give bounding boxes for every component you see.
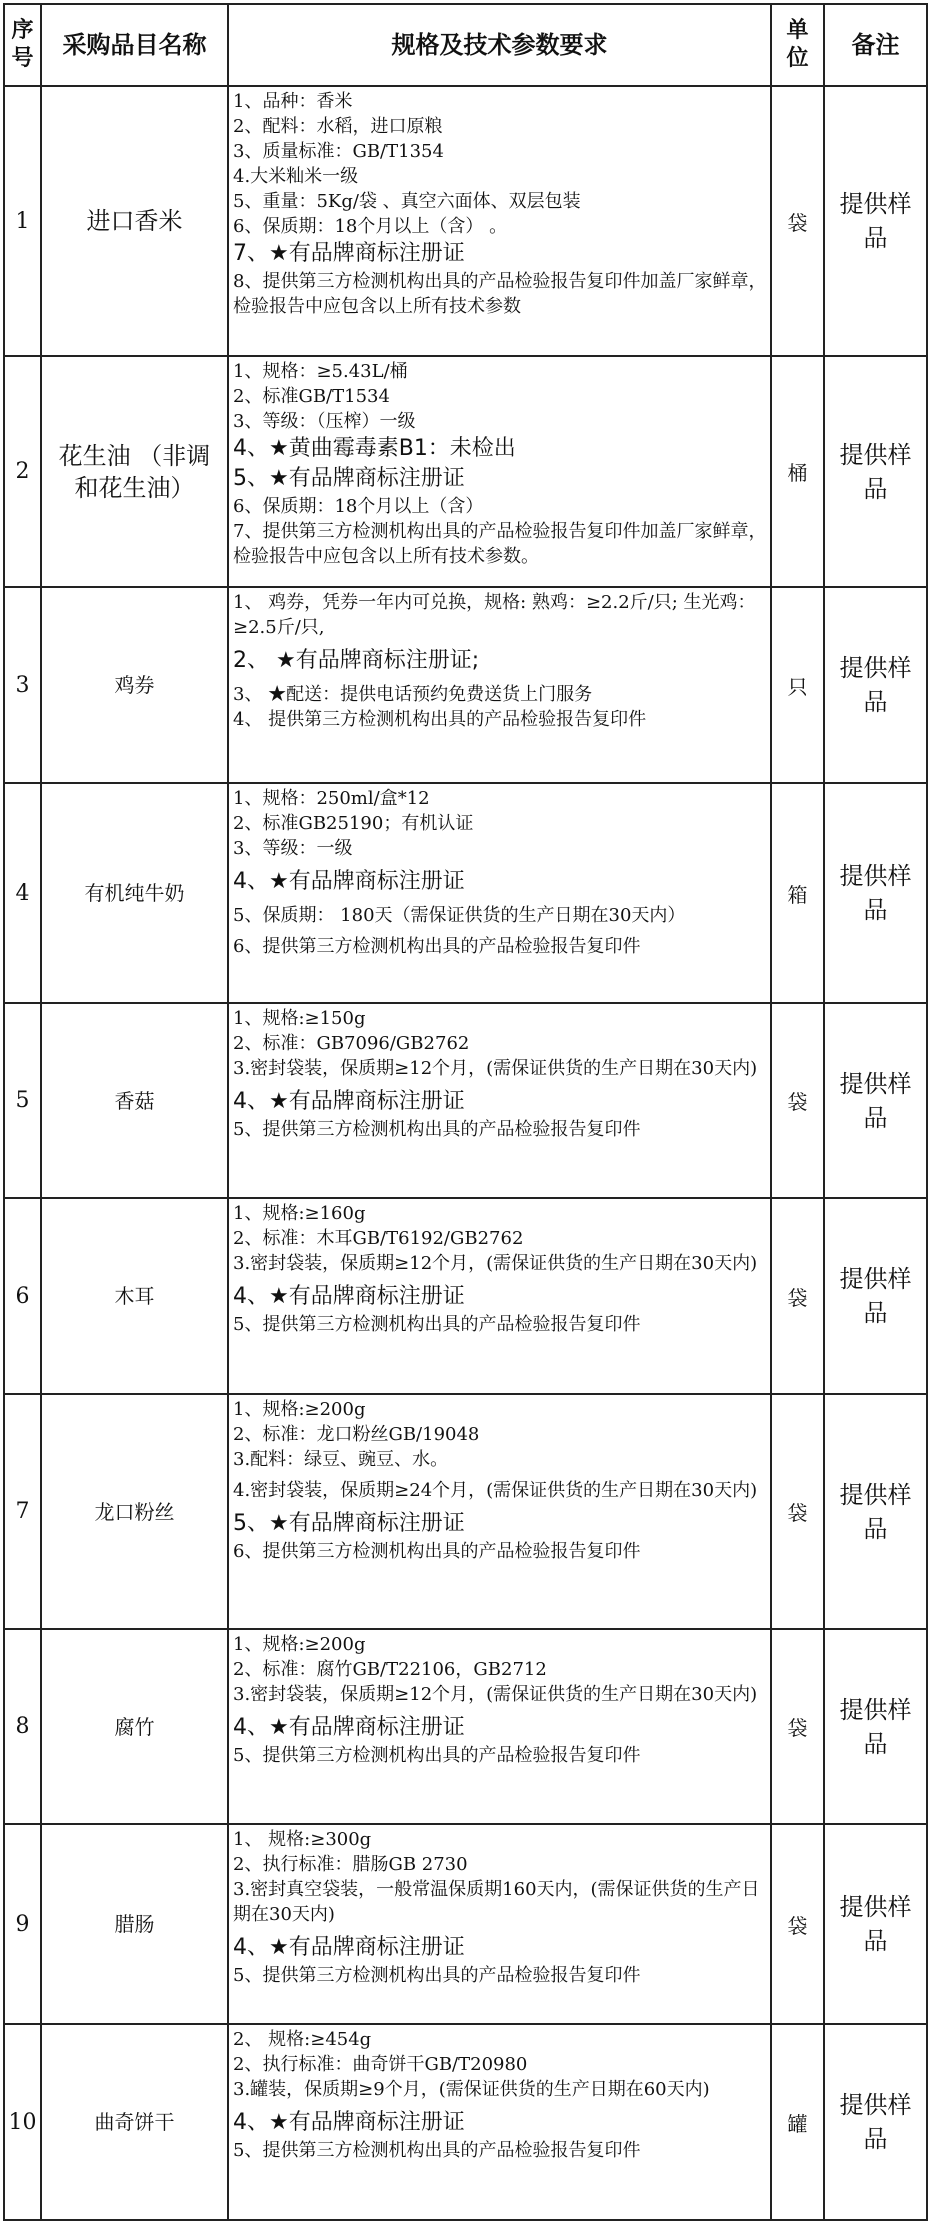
- row-spec-cell: [228, 587, 771, 783]
- row-note: 提供样品: [824, 356, 927, 587]
- spec-line: 5、提供第三方检测机构出具的产品检验报告复印件: [233, 2140, 641, 2161]
- spec-line: 6、保质期：18个月以上（含） 。: [233, 216, 508, 237]
- spec-line: 5、提供第三方检测机构出具的产品检验报告复印件: [233, 1745, 641, 1766]
- row-unit: 袋: [771, 86, 824, 356]
- header-row: [4, 4, 927, 86]
- row-spec-cell: [228, 1198, 771, 1394]
- row-spec-cell: [228, 1003, 771, 1198]
- table-row: [4, 1824, 927, 2024]
- spec-line: 6、提供第三方检测机构出具的产品检验报告复印件: [233, 936, 641, 957]
- table-row: [4, 2024, 927, 2220]
- spec-line: 5、重量：5Kg/袋 、真空六面体、双层包装: [233, 191, 581, 212]
- table-row: [4, 587, 927, 783]
- table-row: [4, 1629, 927, 1824]
- spec-line: 3.罐装，保质期≥9个月，(需保证供货的生产日期在60天内): [233, 2079, 710, 2100]
- spec-line: 2、标准GB25190；有机认证: [233, 813, 474, 834]
- spec-line: 5、★有品牌商标注册证: [233, 1511, 465, 1536]
- table-row: [4, 783, 927, 1003]
- spec-line: 6、保质期：18个月以上（含）: [233, 496, 484, 517]
- spec-line: 2、执行标准：曲奇饼干GB/T20980: [233, 2054, 528, 2075]
- row-seq: 2: [4, 356, 41, 587]
- row-item-name: 有机纯牛奶: [41, 783, 228, 1003]
- spec-line: 3.配料：绿豆、豌豆、水。: [233, 1449, 449, 1470]
- spec-line: 5、提供第三方检测机构出具的产品检验报告复印件: [233, 1314, 641, 1335]
- header-seq: 序号: [4, 4, 41, 86]
- spec-line: 1、规格:≥200g: [233, 1399, 366, 1420]
- header-note: 备注: [824, 4, 927, 86]
- spec-line: 1、规格:≥160g: [233, 1203, 366, 1224]
- spec-line: 1、 规格:≥300g: [233, 1829, 372, 1850]
- row-unit: 袋: [771, 1003, 824, 1198]
- table-row: [4, 86, 927, 356]
- spec-line: 4、★有品牌商标注册证: [233, 1089, 465, 1114]
- spec-line: 3.密封袋装，保质期≥12个月，(需保证供货的生产日期在30天内): [233, 1684, 758, 1705]
- spec-line: 7、★有品牌商标注册证: [233, 241, 465, 266]
- row-item-name: 龙口粉丝: [41, 1394, 228, 1629]
- spec-line: 3.密封真空袋装，一般常温保质期160天内，(需保证供货的生产日期在30天内): [233, 1879, 760, 1925]
- spec-line: 4、★有品牌商标注册证: [233, 1935, 465, 1960]
- row-item-name: 香菇: [41, 1003, 228, 1198]
- row-unit: 袋: [771, 1824, 824, 2024]
- row-item-name: 曲奇饼干: [41, 2024, 228, 2220]
- spec-line: 5、★有品牌商标注册证: [233, 466, 465, 491]
- spec-line: 8、提供第三方检测机构出具的产品检验报告复印件加盖厂家鲜章，检验报告中应包含以上所有技术参数: [233, 271, 767, 317]
- row-unit: 罐: [771, 2024, 824, 2220]
- row-seq: 7: [4, 1394, 41, 1629]
- row-spec-cell: [228, 1394, 771, 1629]
- row-seq: 10: [4, 2024, 41, 2220]
- spec-line: 4、★有品牌商标注册证: [233, 1284, 465, 1309]
- spec-line: 5、提供第三方检测机构出具的产品检验报告复印件: [233, 1119, 641, 1140]
- spec-line: 1、规格：≥5.43L/桶: [233, 361, 408, 382]
- spec-line: 5、提供第三方检测机构出具的产品检验报告复印件: [233, 1965, 641, 1986]
- spec-line: 2、 规格:≥454g: [233, 2029, 372, 2050]
- header-name: 采购品目名称: [41, 4, 228, 86]
- header-spec: 规格及技术参数要求: [228, 4, 771, 86]
- spec-line: 5、保质期： 180天（需保证供货的生产日期在30天内）: [233, 905, 686, 926]
- row-note: 提供样品: [824, 1394, 927, 1629]
- spec-line: 3、质量标准：GB/T1354: [233, 141, 444, 162]
- spec-line: 1、规格:≥150g: [233, 1008, 366, 1029]
- row-spec-cell: [228, 1629, 771, 1824]
- row-item-name: 花生油 （非调和花生油）: [41, 356, 228, 587]
- procurement-spec-table: [3, 3, 928, 2221]
- spec-line: 4.大米籼米一级: [233, 166, 359, 187]
- spec-line: 4.密封袋装，保质期≥24个月，(需保证供货的生产日期在30天内): [233, 1480, 758, 1501]
- spec-line: 7、提供第三方检测机构出具的产品检验报告复印件加盖厂家鲜章，检验报告中应包含以上所有技术参数。: [233, 521, 767, 567]
- row-spec-cell: [228, 2024, 771, 2220]
- spec-line: 3.密封袋装，保质期≥12个月，(需保证供货的生产日期在30天内): [233, 1058, 758, 1079]
- spec-line: 1、品种：香米: [233, 91, 353, 112]
- row-note: 提供样品: [824, 1824, 927, 2024]
- row-unit: 箱: [771, 783, 824, 1003]
- row-note: 提供样品: [824, 2024, 927, 2220]
- spec-line: 2、标准：腐竹GB/T22106，GB2712: [233, 1659, 547, 1680]
- spec-line: 4、★有品牌商标注册证: [233, 2110, 465, 2135]
- row-note: 提供样品: [824, 1198, 927, 1394]
- row-unit: 袋: [771, 1394, 824, 1629]
- row-note: 提供样品: [824, 587, 927, 783]
- row-seq: 6: [4, 1198, 41, 1394]
- table-row: [4, 1003, 927, 1198]
- spec-line: 4、★黄曲霉毒素B1：未检出: [233, 436, 516, 461]
- spec-line: 2、标准：GB7096/GB2762: [233, 1033, 470, 1054]
- table-row: [4, 356, 927, 587]
- spec-line: 2、配料：水稻，进口原粮: [233, 116, 443, 137]
- spec-line: 3、等级：一级: [233, 838, 353, 859]
- spec-line: 2、执行标准：腊肠GB 2730: [233, 1854, 468, 1875]
- row-seq: 1: [4, 86, 41, 356]
- row-spec-cell: [228, 1824, 771, 2024]
- spec-line: 1、规格:≥200g: [233, 1634, 366, 1655]
- header-unit: 单位: [771, 4, 824, 86]
- spec-line: 3、 ★配送：提供电话预约免费送货上门服务: [233, 684, 593, 705]
- table-row: [4, 1394, 927, 1629]
- row-spec-cell: [228, 86, 771, 356]
- row-spec-cell: [228, 783, 771, 1003]
- row-seq: 5: [4, 1003, 41, 1198]
- row-seq: 9: [4, 1824, 41, 2024]
- row-unit: 袋: [771, 1629, 824, 1824]
- row-seq: 4: [4, 783, 41, 1003]
- spec-line: 4、 提供第三方检测机构出具的产品检验报告复印件: [233, 709, 647, 730]
- row-note: 提供样品: [824, 1003, 927, 1198]
- row-unit: 桶: [771, 356, 824, 587]
- row-seq: 8: [4, 1629, 41, 1824]
- spec-line: 1、规格：250ml/盒*12: [233, 788, 430, 809]
- row-unit: 只: [771, 587, 824, 783]
- spec-line: 2、标准GB/T1534: [233, 386, 390, 407]
- row-note: 提供样品: [824, 1629, 927, 1824]
- row-note: 提供样品: [824, 783, 927, 1003]
- spec-line: 2、标准：木耳GB/T6192/GB2762: [233, 1228, 524, 1249]
- row-seq: 3: [4, 587, 41, 783]
- spec-line: 4、★有品牌商标注册证: [233, 1715, 465, 1740]
- row-note: 提供样品: [824, 86, 927, 356]
- table-body: [4, 86, 927, 2220]
- row-spec-cell: [228, 356, 771, 587]
- row-item-name: 鸡券: [41, 587, 228, 783]
- row-item-name: 腐竹: [41, 1629, 228, 1824]
- row-item-name: 木耳: [41, 1198, 228, 1394]
- spec-line: 1、 鸡券，凭券一年内可兑换，规格: 熟鸡：≥2.2斤/只; 生光鸡：≥2.5斤/只,: [233, 592, 756, 638]
- spec-line: 2、标准：龙口粉丝GB/19048: [233, 1424, 480, 1445]
- spec-line: 2、 ★有品牌商标注册证;: [233, 648, 480, 673]
- spec-line: 4、★有品牌商标注册证: [233, 869, 465, 894]
- row-item-name: 腊肠: [41, 1824, 228, 2024]
- spec-line: 3、等级：（压榨）一级: [233, 411, 416, 432]
- spec-line: 6、提供第三方检测机构出具的产品检验报告复印件: [233, 1541, 641, 1562]
- row-unit: 袋: [771, 1198, 824, 1394]
- row-item-name: 进口香米: [41, 86, 228, 356]
- spec-line: 3.密封袋装，保质期≥12个月，(需保证供货的生产日期在30天内): [233, 1253, 758, 1274]
- table-row: [4, 1198, 927, 1394]
